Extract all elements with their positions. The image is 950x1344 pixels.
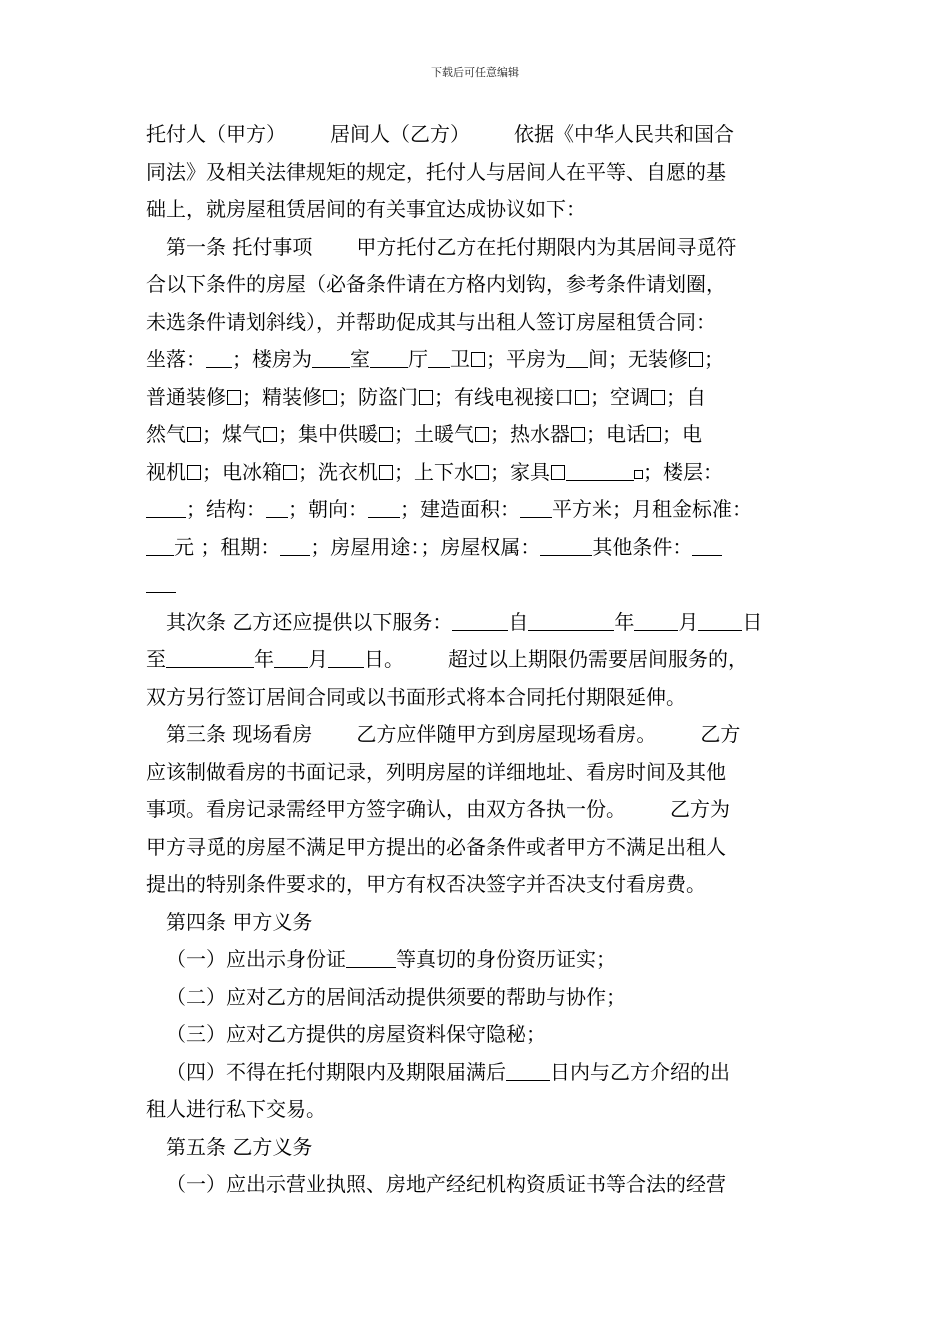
article-5-item-1: （一）应出示营业执照、房地产经纪机构资质证书等合法的经营 <box>166 1172 726 1196</box>
article-1-line-10 <box>146 566 806 604</box>
contract-body <box>146 116 806 1204</box>
checkbox[interactable] <box>689 352 703 367</box>
article-1-line-5: 普通装修 ；精装修 ；防盗门 ；有线电视接口 ；空调 ；自 <box>146 384 706 409</box>
article-1-line-6: 然气 ；煤气 ；集中供暖 ；土暖气 ；热水器 ；电话 ；电 <box>146 422 702 446</box>
checkbox[interactable] <box>263 427 277 442</box>
checkbox[interactable] <box>634 470 643 479</box>
article-3-line-2: 应该制做看房的书面记录，列明房屋的详细地址、看房时间及其他 <box>146 759 726 784</box>
article-4-title: 第四条 甲方义务 <box>166 909 313 934</box>
page-header: 下载后可任意编辑 <box>431 66 519 79</box>
article-1-line-1: 第一条 托付事项 甲方托付乙方在托付期限内为其居间寻觅符 <box>166 234 737 259</box>
article-4-item-3: （三）应对乙方提供的房屋资料保守隐秘； <box>166 1022 546 1046</box>
checkbox[interactable] <box>283 465 297 480</box>
checkbox[interactable] <box>471 352 485 367</box>
article-3-line-1: 第三条 现场看房 乙方应伴随甲方到房屋现场看房。 乙方 <box>166 722 741 746</box>
checkbox[interactable] <box>379 465 393 480</box>
checkbox[interactable] <box>475 427 489 442</box>
checkbox[interactable] <box>419 390 433 405</box>
article-1-line-7: 视机 ；电冰箱 ；洗衣机 ；上下水 ；家具 ；楼层： <box>146 459 723 484</box>
article-4-item-4-cont: 租人进行私下交易。 <box>146 1097 326 1121</box>
article-4-item-2: （二）应对乙方的居间活动提供须要的帮助与协作； <box>166 984 626 1009</box>
article-4-item-1: （一）应出示身份证 等真切的身份资历证实； <box>166 947 616 971</box>
checkbox[interactable] <box>575 390 589 405</box>
article-1-line-4: 坐落： ；楼房为 室 厅 卫 ；平房为 间；无装修 ； <box>146 347 724 371</box>
article-1-line-2: 合以下条件的房屋（必备条件请在方格内划钩，参考条件请划圈， <box>146 272 726 296</box>
checkbox[interactable] <box>227 390 241 405</box>
checkbox[interactable] <box>475 465 489 480</box>
para-parties-line-1: 托付人（甲方） 居间人（乙方） 依据《中华人民共和国合 <box>146 122 734 146</box>
checkbox[interactable] <box>379 427 393 442</box>
para-parties-line-3: 础上，就房屋租赁居间的有关事宜达成协议如下： <box>146 197 586 221</box>
article-4-item-4: （四）不得在托付期限内及期限届满后 日内与乙方介绍的出 <box>166 1059 730 1084</box>
article-1-line-9: 元 ；租期： ；房屋用途：；房屋权属： 其他条件： <box>146 529 806 567</box>
checkbox[interactable] <box>323 390 337 405</box>
checkbox[interactable] <box>647 427 661 442</box>
checkbox[interactable] <box>571 427 585 442</box>
article-2-line-2: 至 年 月 日。 超过以上期限仍需要居间服务的， <box>146 647 748 671</box>
article-2-line-1: 其次条 乙方还应提供以下服务： 自 年 月 日 <box>166 609 763 634</box>
article-3-line-5: 提出的特别条件要求的，甲方有权否决签字并否决支付看房费。 <box>146 872 706 896</box>
checkbox[interactable] <box>187 465 201 480</box>
article-3-line-4: 甲方寻觅的房屋不满足甲方提出的必备条件或者甲方不满足出租人 <box>146 834 726 859</box>
article-1-line-8: ；结构： ；朝向： ；建造面积： 平方米；月租金标准： <box>146 491 806 529</box>
article-3-line-3: 事项。看房记录需经甲方签字确认，由双方各执一份。 乙方为 <box>146 797 730 821</box>
article-5-title: 第五条 乙方义务 <box>166 1134 313 1159</box>
checkbox[interactable] <box>651 390 665 405</box>
checkbox[interactable] <box>551 465 565 480</box>
checkbox[interactable] <box>187 427 201 442</box>
article-1-line-3: 未选条件请划斜线），并帮助促成其与出租人签订房屋租赁合同： <box>146 309 716 334</box>
para-parties-line-2: 同法》及相关法律规矩的规定，托付人与居间人在平等、自愿的基 <box>146 159 726 184</box>
article-2-line-3: 双方另行签订居间合同或以书面形式将本合同托付期限延伸。 <box>146 684 686 709</box>
